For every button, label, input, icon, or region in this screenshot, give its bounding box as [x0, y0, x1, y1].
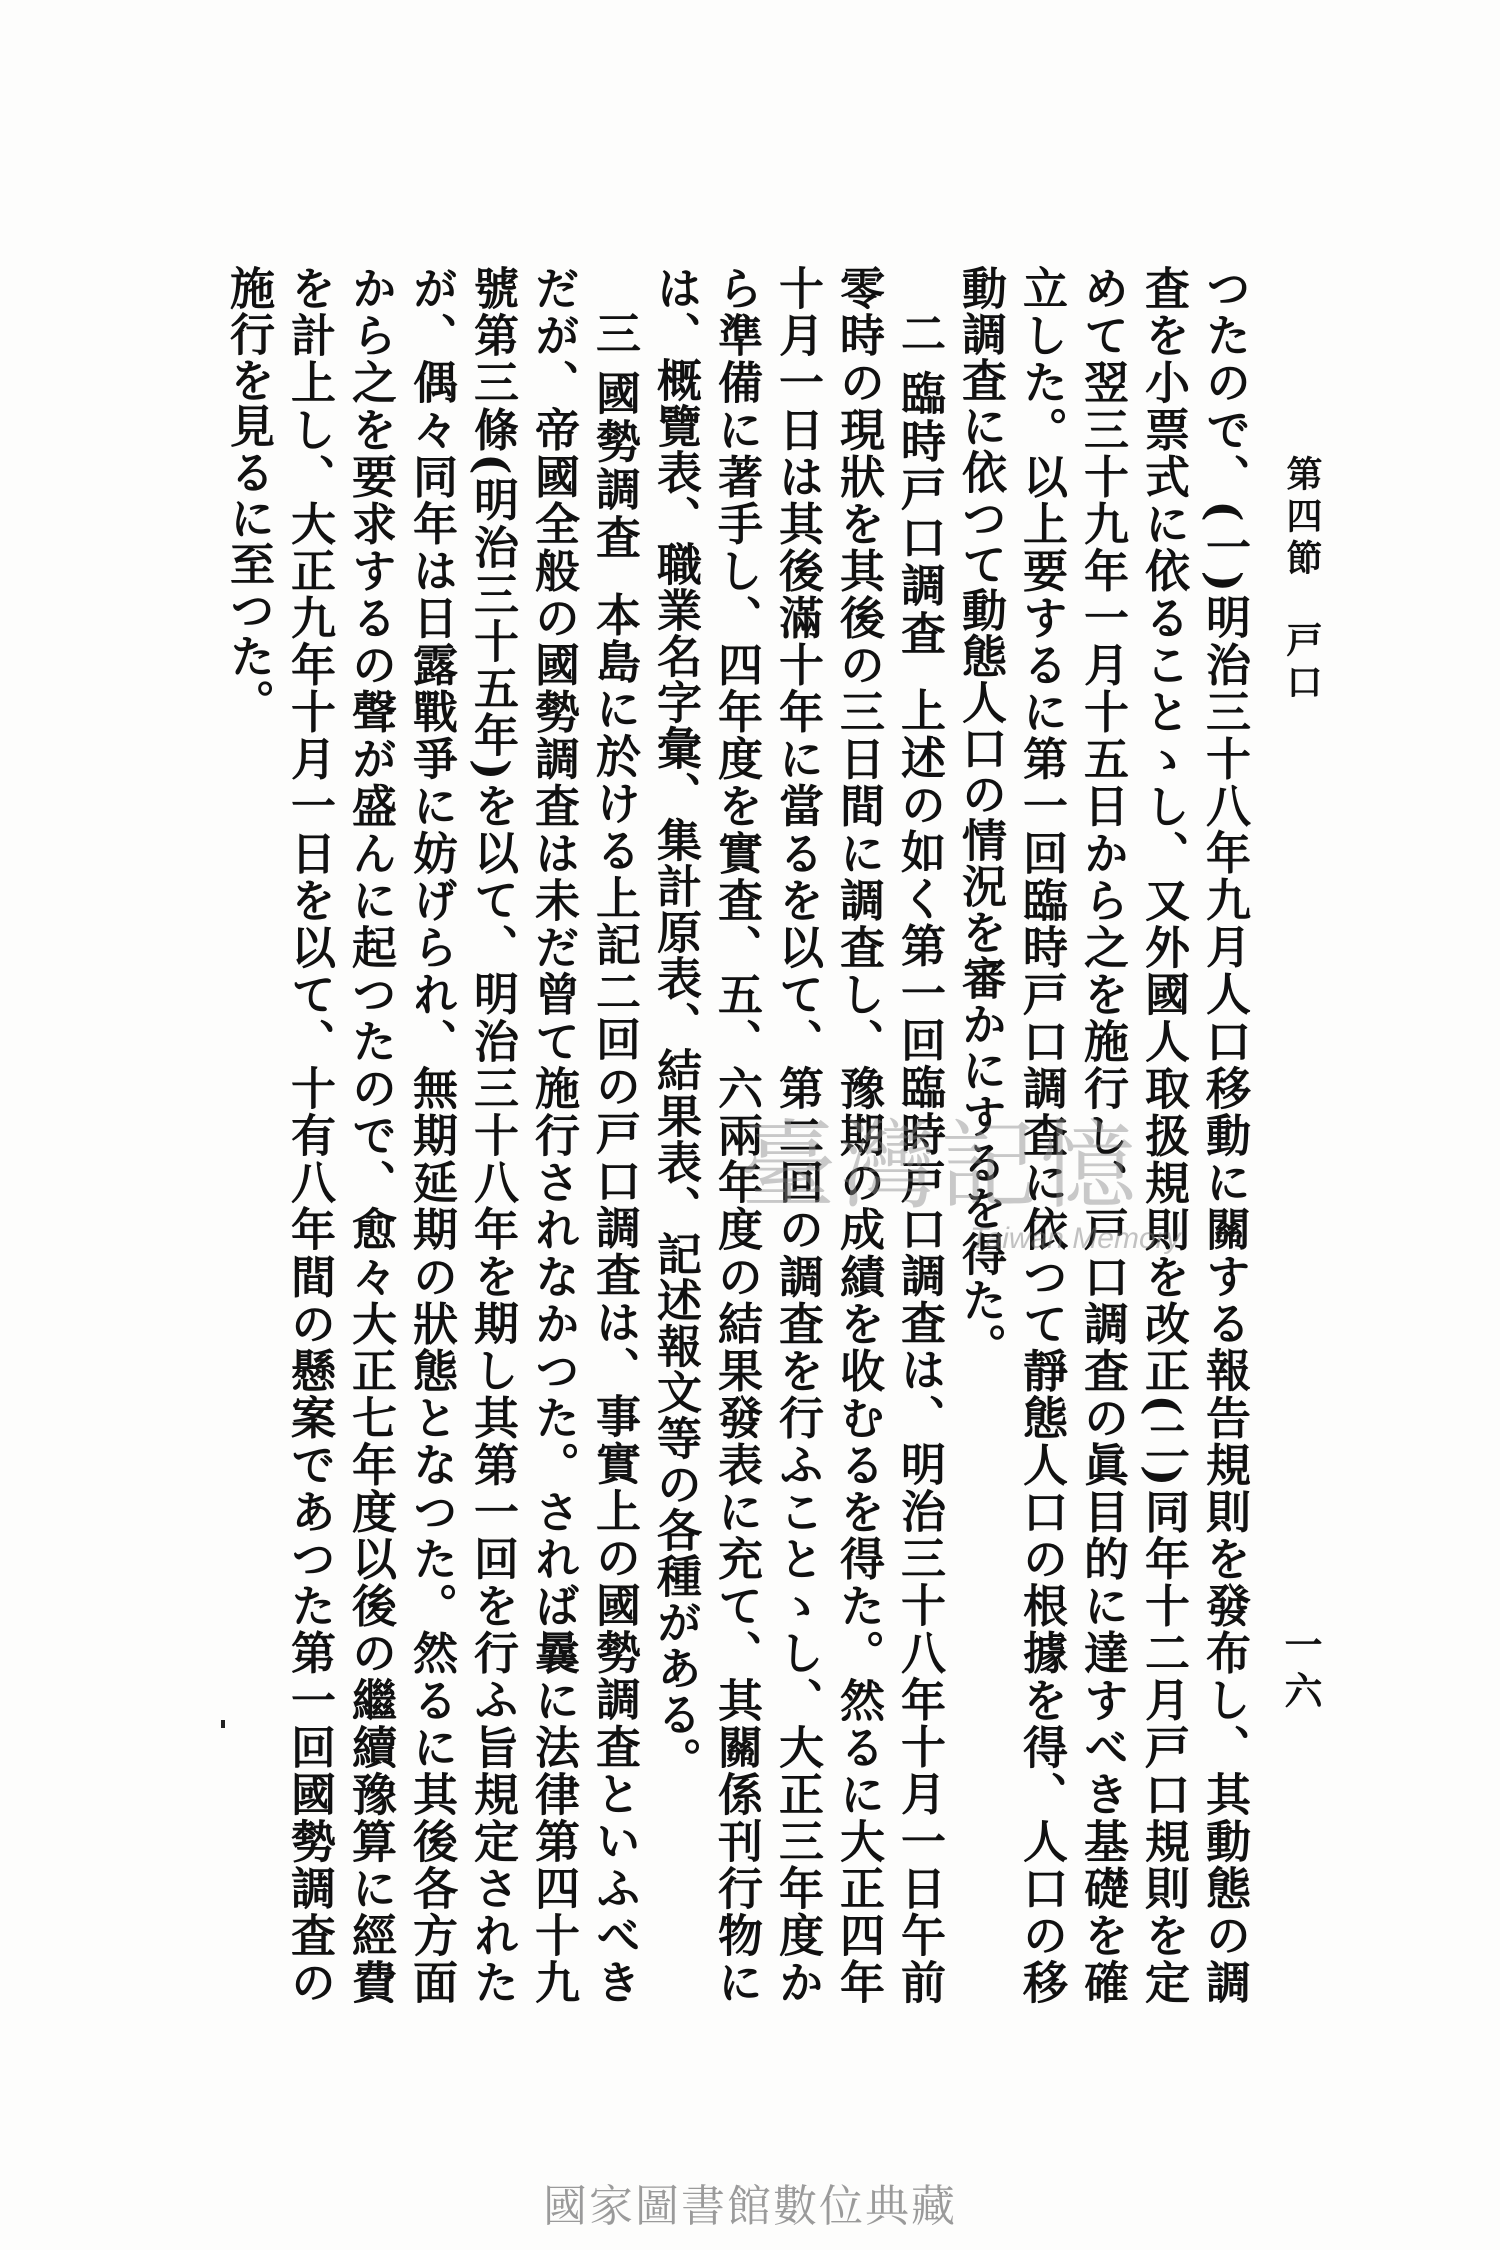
watermark-subtitle: Taiwan Memory: [970, 1222, 1181, 1255]
section-2-heading: 臨時戸口調査: [893, 370, 946, 658]
library-footer: 國家圖書館數位典藏: [543, 2181, 957, 2232]
section-2-text: 上述の如く第一回臨時戸口調査は、明治三十八年十月一日午前零時の現狀を其後の三日間に調査し、豫期の成績を收むるを得た。然るに大正四年十月一日は其後滿十年に當るを以て、第二回の調査を行ふことゝし、大正三年度から準備に著手し、四年度を實査、五、六兩年度の結果發表に充て、其關係刊行物には、概覽表、職業名字彙、集計原表、結果表、記述報文等の各種がある。: [649, 265, 946, 2005]
body-text: [210, 265, 1255, 2005]
paragraph-1: つたので、(一)明治三十八年九月人口移動に關する報告規則を發布し、其動態の調査を小票式に依ることゝし、又外國人取扱規則を改正(二)同年十二月戸口規則を定めて翌三十九年一月十五日から之を施行し、戸口調査の眞目的に達すべき基礎を確立した。以上要するに第一回臨時戸口調査に依つて靜態人口の根據を得、人口の移動調査に依つて動態人口の情況を審かにするを得た。: [954, 265, 1251, 2005]
running-header: [1268, 455, 1328, 705]
section-2-number: 二: [893, 310, 946, 356]
watermark-text: 臺灣記憶: [740, 1110, 1140, 1222]
section-3-heading: 國勢調査: [588, 370, 641, 562]
section-3-number: 三: [588, 310, 641, 356]
page-number: 一六: [1278, 1625, 1323, 1717]
section-3: [218, 265, 645, 2005]
section-label: 第四節: [1281, 455, 1323, 581]
section-3-text: 本島に於ける上記二回の戸口調査は、事實上の國勢調査といふべきだが、帝國全般の國勢調査は未だ曾て施行されなかつた。されば曩に法律第四十九號第三條(明治三十五年)を以て、明治三十八年を期し其第一回を行ふ旨規定されたが、偶々同年は日露戰爭に妨げられ、無期延期の狀態となつた。然るに其後各方面から之を要求するの聲が盛んに起つたので、愈々大正七年度以後の繼續豫算に經費を計上し、大正九年十月一日を以て、十有八年間の懸案であつた第一回國勢調査の施行を見るに至つた。: [222, 265, 641, 2005]
section-2: [645, 265, 950, 2005]
ink-speck: [221, 1720, 225, 1728]
section-title: 戸口: [1281, 621, 1323, 705]
